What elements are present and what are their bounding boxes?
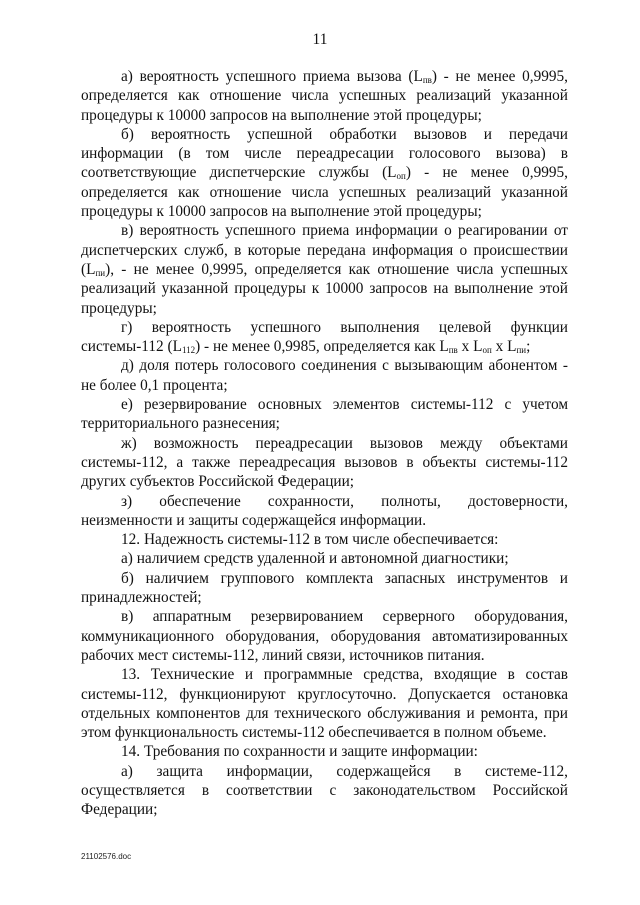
paragraph-d-connection-loss: д) доля потерь голосового соединения с вызывающим абонентом - не более 0,1 процента; — [81, 357, 568, 394]
paragraph-12v-hardware-redundancy: в) аппаратным резервированием серверного оборудования, коммуникационного оборудования, оборудования автоматизированных рабочих мест системы-112, линий связи, источников питания. — [81, 608, 568, 664]
paragraph-z-data-integrity: з) обеспечение сохранности, полноты, достоверности, неизменности и защиты содержащейся информации. — [81, 492, 568, 529]
document-footer-code: 21102576.doc — [81, 852, 132, 861]
paragraph-12b-spare-parts: б) наличием группового комплекта запасных инструментов и принадлежностей; — [81, 569, 568, 607]
paragraph-e-redundancy: е) резервирование основных элементов системы-112 с учетом территориального разнесения; — [81, 396, 568, 433]
section-13-round-the-clock: 13. Технические и программные средства, входящие в состав системы-112, функционируют круглосуточно. Допускается остановка отдельных компонентов для технического обслуживания и ремонта, при этом функциональность системы-112 обеспечивается в полном объеме. — [81, 666, 568, 742]
paragraph-a-call-reception: а) вероятность успешного приема вызова $(L_{пв})$ - не менее 0,9995, определяется как отношение числа успешных реализаций указанной процедуры к 10000 запросов на выполнение этой процедуры; — [81, 68, 568, 124]
section-12-heading: 12. Надежность системы-112 в том числе обеспечивается: — [121, 531, 499, 549]
section-14-heading: 14. Требования по сохранности и защите информации: — [121, 743, 478, 761]
paragraph-g-target-function: г) вероятность успешного выполнения целевой функции системы-112 $(L_{112})$ - не менее 0,9985, определяется как $L_{пв}$ x $L_{оп}$ x $L_{пи}$; — [81, 318, 568, 356]
paragraph-12a-diagnostics: а) наличием средств удаленной и автономной диагностики; — [121, 550, 509, 568]
document-body — [81, 67, 568, 820]
paragraph-14a-protection: а) защита информации, содержащейся в системе-112, осуществляется в соответствии с законодательством Российской Федерации; — [81, 762, 568, 819]
paragraph-zh-call-forwarding: ж) возможность переадресации вызовов между объектами системы-112, а также переадресация вызовов в объекты системы-112 других субъектов Российской Федерации; — [81, 434, 568, 491]
paragraph-b-call-processing: б) вероятность успешной обработки вызовов и передачи информации (в том числе переадресации голосового вызова) в соответствующие диспетчерские службы $(L_{оп})$ - не менее 0,9995, определяется как отношение числа успешных реализаций указанной процедуры к 10000 запросов на выполнение этой процедуры; — [81, 125, 569, 221]
page-number: 11 — [312, 31, 328, 48]
paragraph-v-response-info: в) вероятность успешного приема информации о реагировании от диспетчерских служб, в которые передана информация о происшествии $(L_{пи})$, - не менее 0,9995, определяется как отношение числа успешных реализаций указанной процедуры к 10000 запросов на выполнение этой процедуры; — [81, 222, 568, 317]
